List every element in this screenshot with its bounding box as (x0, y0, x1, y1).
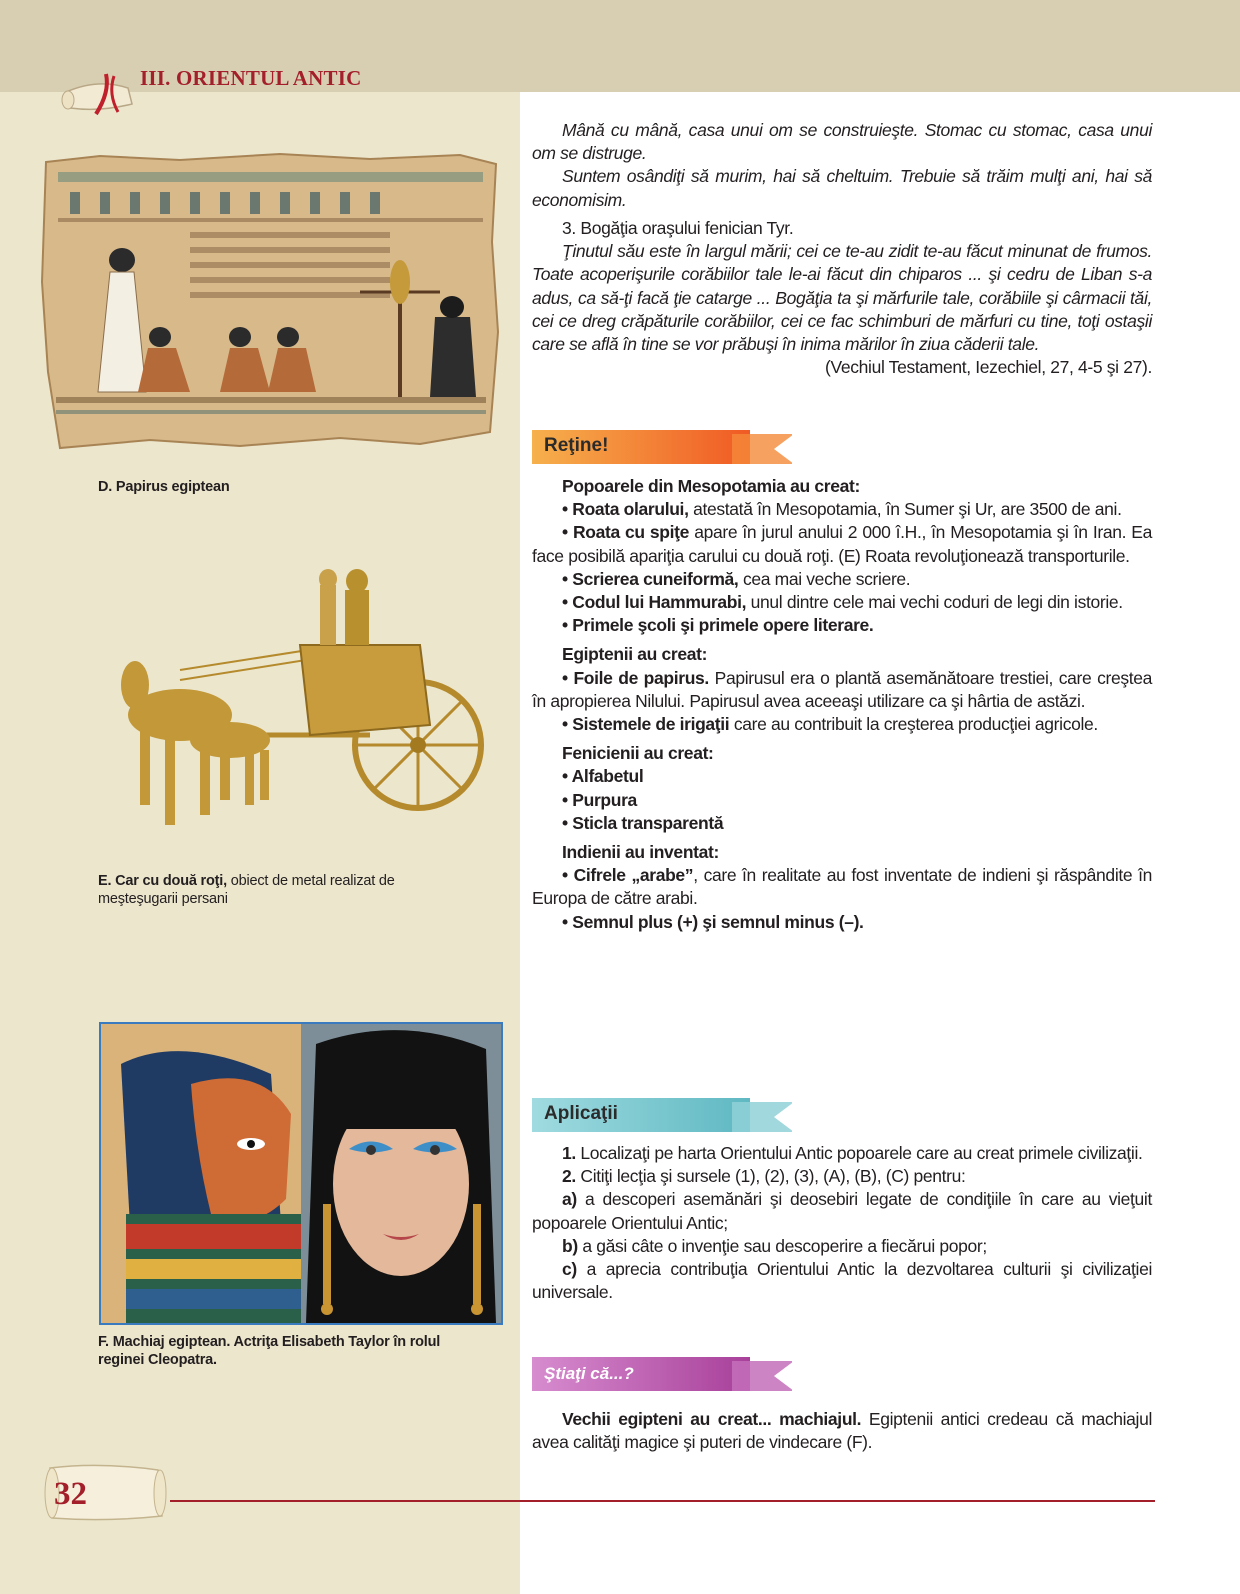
figure-e-caption-text: obiect de metal realizat de meşteşugarii persani (98, 873, 395, 907)
stiati-text: Vechii egipteni au creat... machiajul. Egiptenii antici credeau că machiajul avea calităţi magice şi puteri de vindecare (F). (532, 1409, 1152, 1453)
list-item: • Purpura (562, 789, 637, 810)
list-item: • Primele şcoli şi primele opere literare. (562, 615, 874, 636)
mesopotamia-heading: Popoarele din Mesopotamia au creat: (562, 476, 860, 496)
task-1: 1. Localizaţi pe harta Orientului Antic popoarele care au creat primele civilizaţii. (562, 1143, 1143, 1163)
task-2a: a) a descoperi asemănări şi deosebiri legate de condiţiile în care au vieţuit popoarele Orientului Antic; (532, 1189, 1152, 1233)
list-item: • Alfabetul (562, 766, 644, 787)
list-item: • Foile de papirus. Papirusul era o plantă asemănătoare trestiei, care creştea în apropierea Nilului. Papirusul avea aceeaşi utilizare ca şi hârtia de astăzi. (532, 667, 1153, 711)
list-item: • Roata olarului, atestată în Mesopotamia, în Sumer şi Ur, are 3500 de ani. (562, 499, 1122, 520)
phoenicia-heading: Fenicienii au creat: (562, 743, 714, 764)
list-item: • Sistemele de irigaţii care au contribuit la creşterea producţiei agricole. (562, 714, 1098, 735)
source-3-title: 3. Bogăţia oraşului fenician Tyr. (562, 218, 794, 238)
figure-f-caption: F. Machiaj egiptean. Actriţa Elisabeth Taylor în rolul reginei Cleopatra. (98, 1334, 441, 1368)
task-2c: c) a aprecia contribuţia Orientului Antic la dezvoltarea culturii şi civilizaţiei universale. (532, 1259, 1152, 1303)
task-2: 2. Citiţi lecţia şi sursele (1), (2), (3), (A), (B), (C) pentru: (562, 1166, 966, 1187)
list-item: • Sticla transparentă (562, 812, 724, 833)
makeup-image (99, 1022, 503, 1325)
task-2b: b) a găsi câte o invenţie sau descoperire a fiecărui popor; (562, 1235, 987, 1256)
source-3-reference: (Vechiul Testament, Iezechiel, 27, 4-5 şi 27). (825, 357, 1152, 378)
quote-1: Mână cu mână, casa unui om se construieşte. Stomac cu stomac, casa unui om se distruge. (532, 120, 1152, 164)
chariot-image (120, 565, 490, 855)
chapter-title: III. ORIENTUL ANTIC (140, 66, 362, 90)
footer-rule (170, 1500, 1155, 1502)
stiati-banner (532, 1357, 792, 1391)
retine-content (532, 475, 1152, 934)
egypt-heading: Egiptenii au creat: (562, 644, 708, 665)
source-3 (532, 217, 1152, 379)
list-item: • Codul lui Hammurabi, unul dintre cele mai vechi coduri de legi din istorie. (562, 592, 1123, 613)
retine-banner (532, 430, 792, 464)
india-heading: Indienii au inventat: (562, 842, 719, 863)
source-3-text: Ţinutul său este în largul mării; cei ce te-au zidit te-au făcut minunat de frumos. Toate acoperişurile corăbiilor tale le-ai făcut din chiparos ... şi cedru de Liban s-a adus, ca să-ţi facă ţie catarge ... Bogăţia ta şi mărfurile tale, corăbiile şi cârmacii tăi, cei ce dreg crăpăturile corăbiilor, cei ce fac schimburi de mărfuri cu tine, toţi ostaşii care se află în tine se vor prăbuşi în inima mărilor în ziua căderii tale. (532, 241, 1152, 355)
retine-title: Reţine! (544, 435, 609, 456)
list-item: • Scrierea cuneiformă, cea mai veche scriere. (562, 568, 911, 589)
list-item: • Roata cu spiţe apare în jurul anului 2 000 î.H., în Mesopotamia şi în Iran. Ea face posibilă apariţia carului cu două roţi. (E) Roata revoluţionează transporturile. (532, 522, 1152, 566)
list-item: • Semnul plus (+) şi semnul minus (–). (562, 911, 864, 932)
page-number: 32 (54, 1476, 87, 1512)
list-item: • Cifrele „arabe”, care în realitate au fost inventate de indieni şi răspândite în Europa de către arabi. (532, 865, 1152, 909)
quotes-block (532, 119, 1152, 212)
figure-e-caption (98, 872, 458, 908)
papyrus-image (40, 152, 502, 452)
figure-e-caption-bold: E. Car cu două roţi, (98, 873, 227, 889)
figure-d-caption: D. Papirus egiptean (98, 479, 230, 495)
aplicatii-content (532, 1142, 1152, 1304)
quote-2: Suntem osândiţi să murim, hai să cheltuim. Trebuie să trăim mulţi ani, hai să economisim. (532, 166, 1152, 210)
aplicatii-banner (532, 1098, 792, 1132)
stiati-content (532, 1408, 1152, 1454)
scroll-icon (58, 70, 138, 120)
aplicatii-title: Aplicaţii (544, 1103, 618, 1124)
stiati-title: Ştiaţi că...? (544, 1364, 634, 1383)
